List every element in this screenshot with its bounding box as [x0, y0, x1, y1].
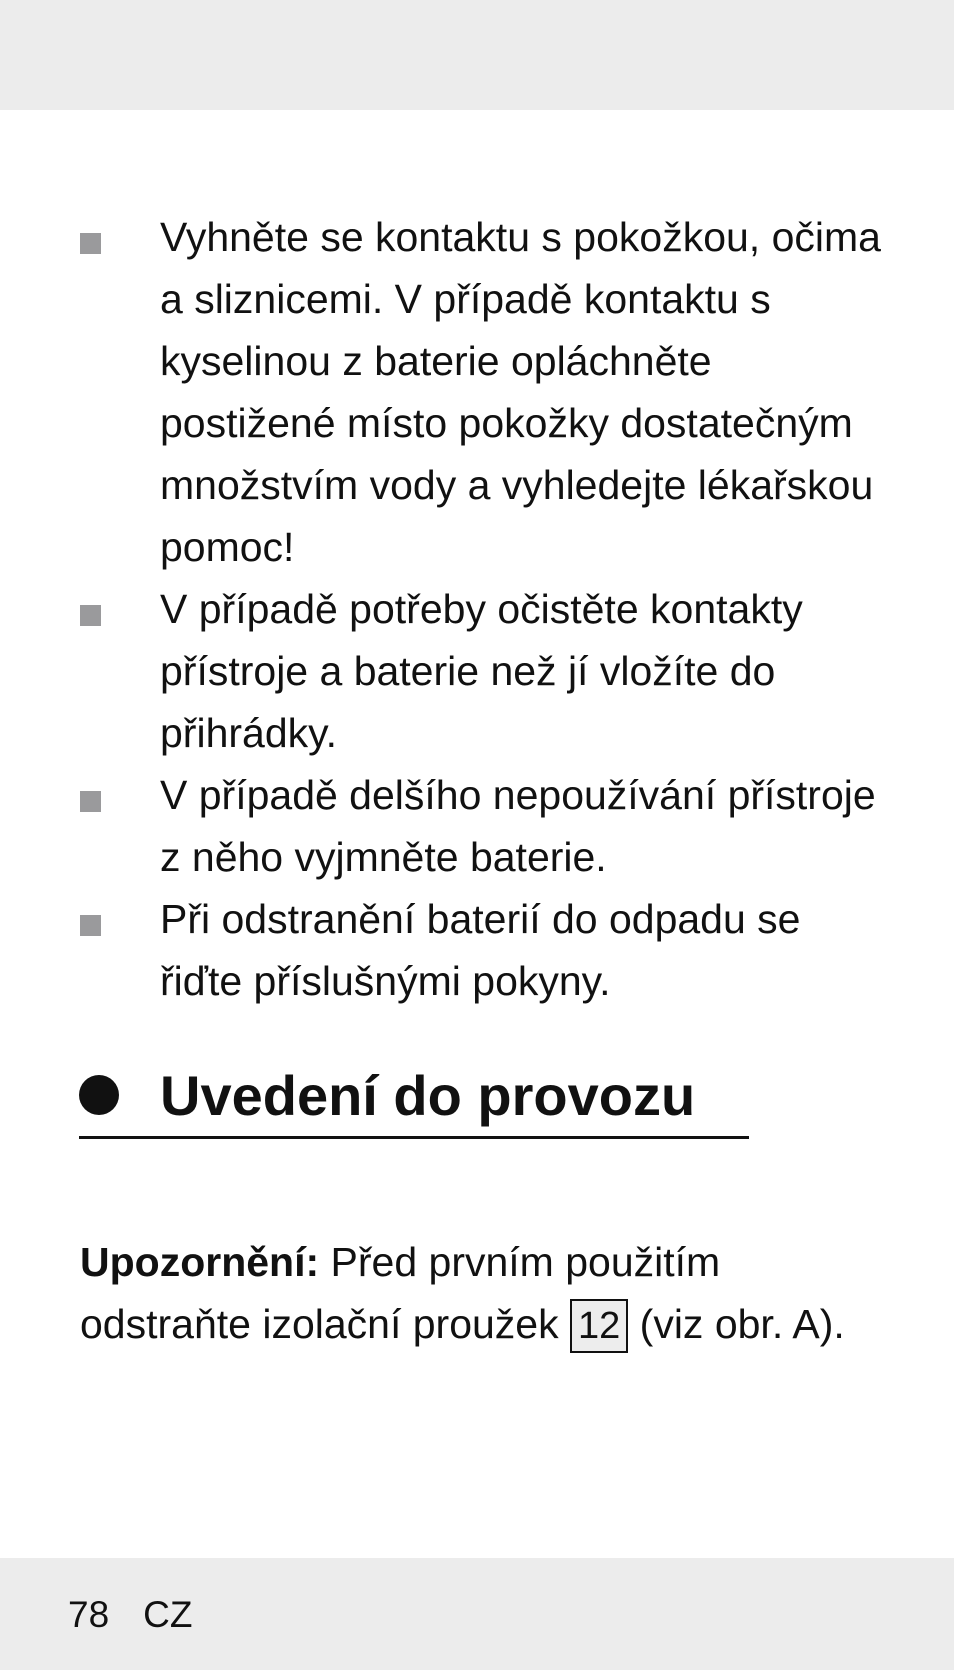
reference-number-box: 12: [570, 1299, 628, 1353]
bullet-text: V případě potřeby očistěte kontakty přístroje a baterie než jí vložíte do přihrádky.: [160, 586, 803, 756]
page-footer: [68, 1590, 192, 1640]
bullet-item: [0, 764, 954, 888]
note-label: Upozornění:: [80, 1239, 320, 1285]
bullet-item: [0, 578, 954, 764]
safety-bullet-list: [0, 206, 954, 1012]
square-bullet-icon: [80, 233, 101, 254]
bullet-item: [0, 206, 954, 578]
section-heading: [79, 1062, 749, 1139]
heading-dot-icon: [79, 1075, 119, 1115]
note-text-before: Před prvním použitím odstraňte izolační proužek: [80, 1239, 721, 1347]
square-bullet-icon: [80, 605, 101, 626]
page-number: 78: [68, 1594, 110, 1635]
section-title: Uvedení do provozu: [160, 1064, 696, 1127]
bullet-text: Vyhněte se kontaktu s pokožkou, očima a sliznicemi. V případě kontaktu s kyselinou z baterie opláchněte postižené místo pokožky dostatečným množstvím vody a vyhledejte lékařskou pomoc!: [160, 214, 881, 570]
bullet-text: Při odstranění baterií do odpadu se řiďte příslušnými pokyny.: [160, 896, 801, 1004]
page-top-band: [0, 0, 954, 110]
square-bullet-icon: [80, 915, 101, 936]
square-bullet-icon: [80, 791, 101, 812]
bullet-item: [0, 888, 954, 1012]
note-paragraph: [80, 1231, 900, 1355]
language-code: CZ: [143, 1594, 193, 1635]
note-text-after: (viz obr. A).: [628, 1301, 845, 1347]
bullet-text: V případě delšího nepoužívání přístroje z něho vyjmněte baterie.: [160, 772, 876, 880]
